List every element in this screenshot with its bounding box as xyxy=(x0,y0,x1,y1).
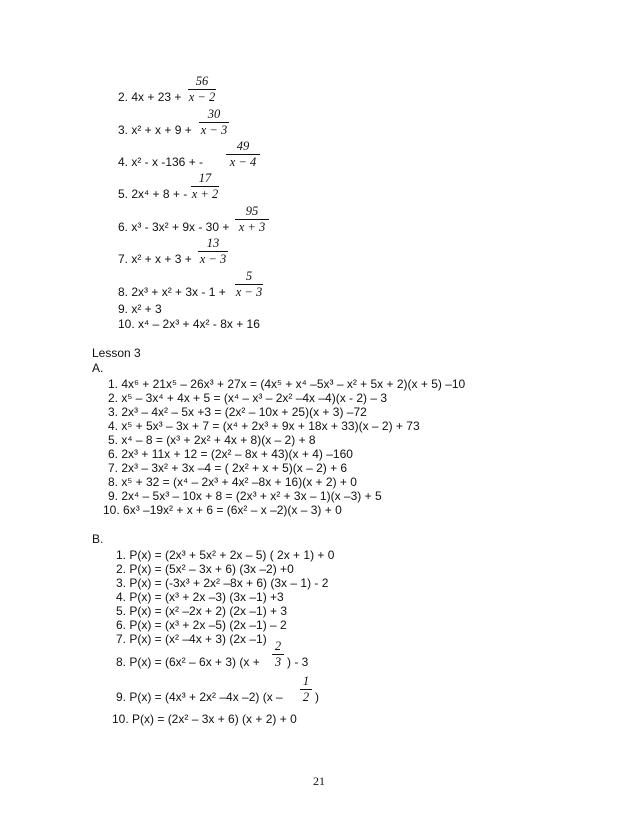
section-b-item-3: 3. P(x) = (-3x³ + 2x² –8x + 6) (3x – 1) - 2 xyxy=(116,576,329,590)
top-item-3-fraction: 30 x − 3 xyxy=(200,107,228,137)
section-b-item-7: 7. P(x) = (x² –4x + 3) (2x –1) xyxy=(116,632,267,646)
section-b-item-8-fraction: 2 3 xyxy=(272,640,284,669)
top-item-4-text: 4. x² - x -136 + - xyxy=(118,155,204,169)
section-b-item-9-fraction: 1 2 xyxy=(300,675,312,704)
section-a-item: 1. 4x⁶ + 21x⁵ – 26x³ + 27x = (4x⁵ + x⁴ –5x³ – x² + 5x + 2)(x + 5) –10 xyxy=(108,377,466,391)
top-item-5-text: 5. 2x⁴ + 8 + - xyxy=(118,187,188,201)
top-item-6-fraction: 95 x + 3 xyxy=(235,205,269,234)
top-item-6-text: 6. x³ - 3x² + 9x - 30 + xyxy=(118,220,230,234)
section-b-item-8-text: 8. P(x) = (6x² – 6x + 3) (x + xyxy=(116,655,260,669)
top-item-3-text: 3. x² + x + 9 + xyxy=(118,123,192,137)
section-b-item-9-text: 9. P(x) = (4x³ + 2x² –4x –2) (x – xyxy=(116,690,283,704)
section-a-item: 10. 6x³ –19x² + x + 6 = (6x² – x –2)(x – 3) + 0 xyxy=(103,503,342,517)
top-item-5-fraction: 17 x + 2 xyxy=(191,171,219,201)
top-item-8-text: 8. 2x³ + x² + 3x - 1 + xyxy=(118,285,226,299)
section-a-item: 2. x⁵ – 3x⁴ + 4x + 5 = (x⁴ – x³ – 2x² –4x –4)(x - 2) – 3 xyxy=(108,391,388,405)
section-a-item: 7. 2x³ – 3x² + 3x –4 = ( 2x² + x + 5)(x – 2) + 6 xyxy=(108,461,348,475)
section-b-item-10: 10. P(x) = (2x² – 3x + 6) (x + 2) + 0 xyxy=(112,712,297,726)
section-b-item-4: 4. P(x) = (x³ + 2x –3) (3x –1) +3 xyxy=(116,590,284,604)
section-b-item-1: 1. P(x) = (2x³ + 5x² + 2x – 5) ( 2x + 1) + 0 xyxy=(116,548,335,562)
top-item-7-text: 7. x² + x + 3 + xyxy=(118,252,192,266)
lesson-title: Lesson 3 xyxy=(92,346,141,360)
section-a-item: 8. x⁵ + 32 = (x⁴ – 2x³ + 4x² –8x + 16)(x + 2) + 0 xyxy=(108,475,357,489)
top-item-2-text: 2. 4x + 23 + xyxy=(118,90,182,104)
page-number: 21 xyxy=(313,774,325,788)
top-item-2-fraction: 56 x − 2 xyxy=(188,74,216,104)
section-a-item: 3. 2x³ – 4x² – 5x +3 = (2x² – 10x + 25)(x + 3) –72 xyxy=(108,405,367,419)
section-a-item: 5. x⁴ – 8 = (x³ + 2x² + 4x + 8)(x – 2) + 8 xyxy=(108,433,316,447)
top-item-7-fraction: 13 x − 3 xyxy=(199,236,227,266)
section-b-item-2: 2. P(x) = (5x² – 3x + 6) (3x –2) +0 xyxy=(116,562,294,576)
top-item-10: 10. x⁴ – 2x³ + 4x² - 8x + 16 xyxy=(118,317,260,331)
section-b-item-6: 6. P(x) = (x³ + 2x –5) (2x –1) – 2 xyxy=(116,618,287,632)
section-a-item: 4. x⁵ + 5x³ – 3x + 7 = (x⁴ + 2x³ + 9x + 18x + 33)(x – 2) + 73 xyxy=(108,419,420,433)
section-a-item: 9. 2x⁴ – 5x³ – 10x + 8 = (2x³ + x² + 3x – 1)(x –3) + 5 xyxy=(108,489,382,503)
section-b-label: B. xyxy=(92,532,104,546)
section-b-item-5: 5. P(x) = (x² –2x + 2) (2x –1) + 3 xyxy=(116,604,288,618)
top-item-4-fraction: 49 x − 4 xyxy=(226,140,260,169)
section-b-item-8-tail: ) - 3 xyxy=(287,655,309,669)
top-item-9: 9. x² + 3 xyxy=(118,302,162,316)
top-item-8-fraction: 5 x − 3 xyxy=(235,269,263,299)
section-a-item: 6. 2x³ + 11x + 12 = (2x² – 8x + 43)(x + 4) –160 xyxy=(108,447,353,461)
section-b-item-9-tail: ) xyxy=(315,690,319,704)
section-a-label: A. xyxy=(92,361,104,375)
